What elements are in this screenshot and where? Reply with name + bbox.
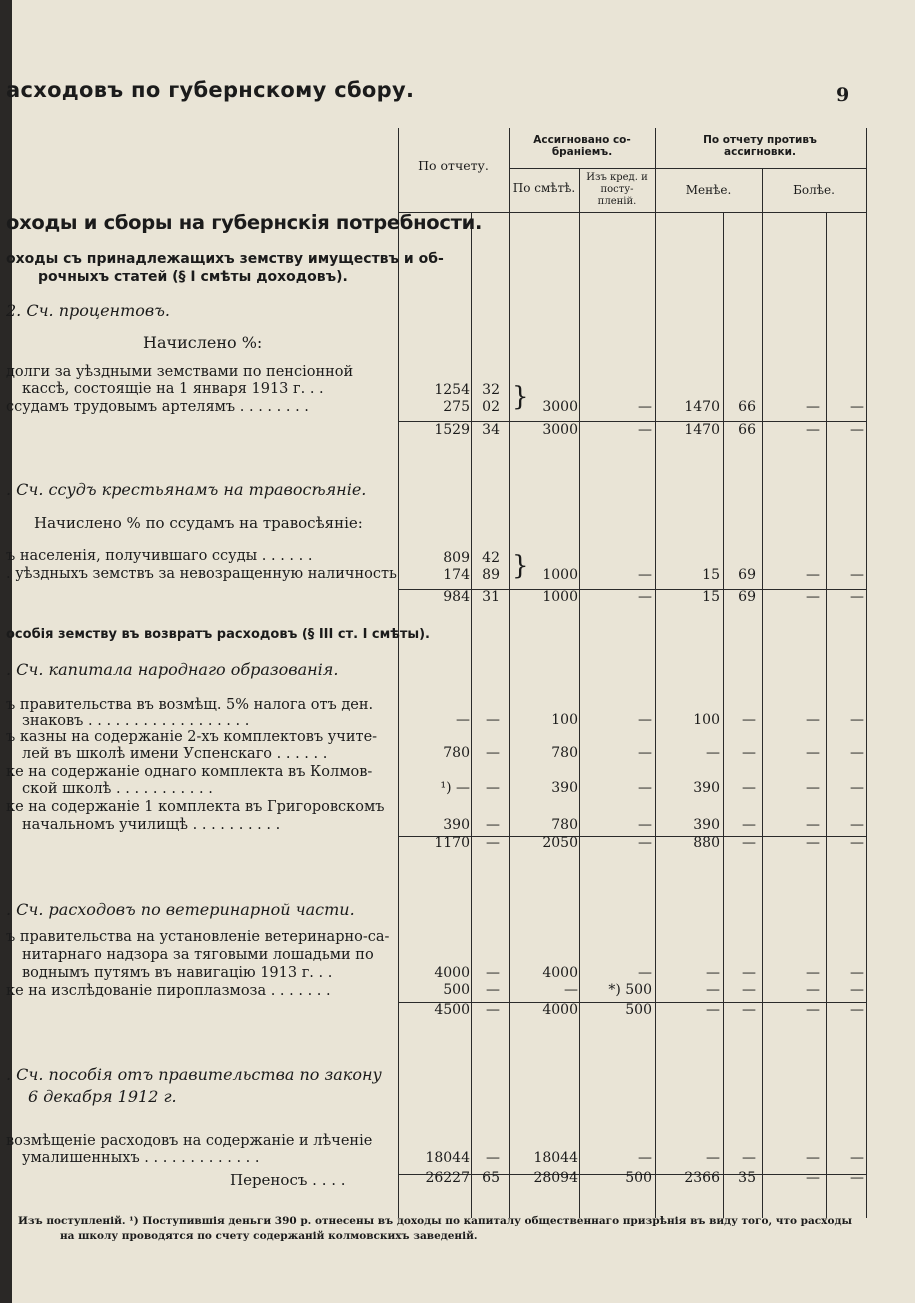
cell-rub: 984 <box>443 589 470 605</box>
cell-est: 2050 <box>542 835 578 851</box>
cell-est: 4000 <box>542 1002 578 1018</box>
page-number: 9 <box>836 84 850 106</box>
cell-more: — <box>806 399 820 415</box>
cell-more: — <box>806 1002 820 1018</box>
cell-less: — <box>706 965 720 981</box>
cell-more: — <box>806 1150 820 1166</box>
cell-kop: — <box>486 1002 500 1018</box>
line-text: кассѣ, состоящіе на 1 января 1913 г. . . <box>22 381 324 397</box>
line-text: ссудамъ трудовымъ артелямъ . . . . . . . . <box>6 399 309 415</box>
cell-less: 2366 <box>684 1170 720 1186</box>
header-by-estimate: По смѣтѣ. <box>512 181 576 195</box>
book-spine <box>0 0 12 1303</box>
cell-cred: — <box>638 965 652 981</box>
cell-cred: — <box>638 835 652 851</box>
cell-more: — <box>806 780 820 796</box>
cell-less: — <box>706 1002 720 1018</box>
cell-lk: — <box>742 780 756 796</box>
line-text: ъ населенія, получившаго ссуды . . . . . . <box>6 548 313 564</box>
cell-more: — <box>806 589 820 605</box>
cell-cred: — <box>638 1150 652 1166</box>
cell-kop: — <box>486 982 500 998</box>
line-text: ъ правительства въ возмѣщ. 5% налога отъ ден. <box>6 697 374 713</box>
section-big-heading: оходы и сборы на губернскія потребности. <box>6 211 483 234</box>
cell-more: — <box>806 835 820 851</box>
cell-more: — <box>806 422 820 438</box>
cell-kop: 89 <box>482 567 500 583</box>
cell-more: — <box>806 712 820 728</box>
header-less: Менѣе. <box>685 183 732 197</box>
cell-kop: — <box>486 817 500 833</box>
cell-less: — <box>706 1150 720 1166</box>
cell-kop: 34 <box>482 422 500 438</box>
cell-cred: — <box>638 422 652 438</box>
cell-less: — <box>706 745 720 761</box>
cell-mk: — <box>850 817 864 833</box>
header-assigned: Ассигновано со-браніемъ. <box>533 134 631 158</box>
account-title-government-allowance: . Сч. пособія отъ правительства по закону <box>6 1065 382 1084</box>
cell-kop: 32 <box>482 382 500 398</box>
cell-cred: — <box>638 712 652 728</box>
cell-rub: 18044 <box>425 1150 470 1166</box>
line-text: ке на изслѣдованіе пироплазмоза . . . . . . . <box>6 983 331 999</box>
footnote-line2: на школу проводятся по счету содержаній колмовскихъ заведеній. <box>60 1230 478 1242</box>
cell-lk: 69 <box>738 567 756 583</box>
cell-mk: — <box>850 835 864 851</box>
cell-lk: — <box>742 965 756 981</box>
account-title-veterinary: . Сч. расходовъ по ветеринарной части. <box>6 900 355 919</box>
cell-lk: 66 <box>738 422 756 438</box>
cell-rub: 1170 <box>434 835 470 851</box>
cell-cred: — <box>638 745 652 761</box>
cell-more: — <box>806 1170 820 1186</box>
col-line <box>866 128 867 1218</box>
col-line <box>762 168 763 1218</box>
cell-rub: ¹) — <box>440 780 470 796</box>
cell-more: — <box>806 982 820 998</box>
cell-mk: — <box>850 780 864 796</box>
cell-less: — <box>706 982 720 998</box>
line-text: ской школѣ . . . . . . . . . . . <box>22 781 213 797</box>
cell-lk: — <box>742 1002 756 1018</box>
row-line <box>509 168 866 169</box>
cell-less: 1470 <box>684 422 720 438</box>
cell-cred: 500 <box>625 1170 652 1186</box>
line-text: лей въ школѣ имени Успенскаго . . . . . . <box>22 746 328 762</box>
header-from-credits: Изъ кред. и посту-пленій. <box>586 172 648 207</box>
cell-less: 100 <box>693 712 720 728</box>
cell-less: 15 <box>702 567 720 583</box>
cell-rub: 174 <box>443 567 470 583</box>
cell-mk: — <box>850 1170 864 1186</box>
cell-kop: — <box>486 835 500 851</box>
header-by-report: По отчету. <box>418 158 489 173</box>
subsection-heading-line1: оходы съ принадлежащихъ земству имуществъ и об- <box>6 251 444 267</box>
cell-kop: 42 <box>482 550 500 566</box>
cell-lk: — <box>742 817 756 833</box>
cell-est: 3000 <box>542 422 578 438</box>
cell-cred: *) 500 <box>608 982 652 998</box>
cell-rub: 4000 <box>434 965 470 981</box>
cell-cred: — <box>638 567 652 583</box>
cell-rub: 4500 <box>434 1002 470 1018</box>
cell-kop: — <box>486 965 500 981</box>
cell-est: — <box>564 982 578 998</box>
cell-mk: — <box>850 422 864 438</box>
cell-more: — <box>806 567 820 583</box>
cell-est: 390 <box>551 780 578 796</box>
cell-mk: — <box>850 1150 864 1166</box>
section-heading-allowances: особія земству въ возвратъ расходовъ (§ III ст. I смѣты). <box>6 627 430 642</box>
cell-less: 390 <box>693 817 720 833</box>
line-text: ъ казны на содержаніе 2-хъ комплектовъ учите- <box>6 729 378 745</box>
cell-est: 780 <box>551 817 578 833</box>
accrued-label: Начислено %: <box>143 333 263 352</box>
cell-mk: — <box>850 589 864 605</box>
col-line <box>826 212 827 1218</box>
cell-cred: — <box>638 399 652 415</box>
accrued-label: Начислено % по ссудамъ на травосѣяніе: <box>34 514 363 532</box>
line-text: ке на содержаніе 1 комплекта въ Григоровскомъ <box>6 799 385 815</box>
line-text: долги за уѣздными земствами по пенсіонной <box>6 364 354 380</box>
cell-more: — <box>806 817 820 833</box>
cell-mk: — <box>850 745 864 761</box>
account-title-education: . Сч. капитала народнаго образованія. <box>6 660 339 679</box>
line-text: знаковъ . . . . . . . . . . . . . . . . . . <box>22 713 250 729</box>
cell-mk: — <box>850 399 864 415</box>
cell-lk: 35 <box>738 1170 756 1186</box>
cell-mk: — <box>850 965 864 981</box>
header-vs-assign: По отчету противъ ассигновки. <box>703 134 817 158</box>
cell-less: 1470 <box>684 399 720 415</box>
cell-kop: — <box>486 780 500 796</box>
cell-lk: — <box>742 712 756 728</box>
cell-kop: — <box>486 1150 500 1166</box>
cell-lk: — <box>742 745 756 761</box>
account-title-interest: 2. Сч. процентовъ. <box>6 301 170 320</box>
cell-less: 390 <box>693 780 720 796</box>
cell-lk: 69 <box>738 589 756 605</box>
cell-more: — <box>806 965 820 981</box>
account-title-government-allowance-line2: 6 декабря 1912 г. <box>28 1087 177 1106</box>
cell-est: 780 <box>551 745 578 761</box>
col-line <box>655 128 656 1218</box>
cell-cred: — <box>638 780 652 796</box>
cell-mk: — <box>850 567 864 583</box>
cell-kop: 02 <box>482 399 500 415</box>
cell-cred: — <box>638 817 652 833</box>
brace-mark: } <box>512 382 529 412</box>
cell-kop: 65 <box>482 1170 500 1186</box>
ledger-table <box>398 128 868 1218</box>
cell-rub: 809 <box>443 550 470 566</box>
cell-lk: 66 <box>738 399 756 415</box>
line-text: воднымъ путямъ въ навигацію 1913 г. . . <box>22 965 333 981</box>
cell-est: 28094 <box>533 1170 578 1186</box>
line-text: ке на содержаніе однаго комплекта въ Колмов- <box>6 764 373 780</box>
header-more: Болѣе. <box>793 183 835 197</box>
cell-cred: 500 <box>625 1002 652 1018</box>
page-header-title: асходовъ по губернскому сбору. <box>6 78 415 102</box>
cell-kop: 31 <box>482 589 500 605</box>
cell-rub: 275 <box>443 399 470 415</box>
line-text: ъ правительства на установленіе ветеринарно-са- <box>6 929 390 945</box>
carry-forward-label: Переносъ . . . . <box>230 1171 346 1189</box>
cell-rub: 780 <box>443 745 470 761</box>
col-line <box>509 128 510 1218</box>
cell-less: 880 <box>693 835 720 851</box>
cell-est: 1000 <box>542 589 578 605</box>
cell-kop: — <box>486 745 500 761</box>
subsection-heading-line2: рочныхъ статей (§ I смѣты доходовъ). <box>38 269 348 285</box>
account-title-loans: . Сч. ссудъ крестьянамъ на травосѣяніе. <box>6 480 367 499</box>
cell-rub: 26227 <box>425 1170 470 1186</box>
cell-less: 15 <box>702 589 720 605</box>
col-line <box>579 168 580 1218</box>
cell-est: 3000 <box>542 399 578 415</box>
cell-lk: — <box>742 1150 756 1166</box>
cell-est: 18044 <box>533 1150 578 1166</box>
cell-rub: 1254 <box>434 382 470 398</box>
cell-kop: — <box>486 712 500 728</box>
cell-lk: — <box>742 982 756 998</box>
line-text: . уѣздныхъ земствъ за невозращенную наличность <box>6 566 397 582</box>
cell-rub: — <box>456 712 470 728</box>
cell-rub: 500 <box>443 982 470 998</box>
cell-est: 4000 <box>542 965 578 981</box>
line-text: умалишенныхъ . . . . . . . . . . . . . <box>22 1150 260 1166</box>
col-line <box>398 128 399 1218</box>
line-text: начальномъ училищѣ . . . . . . . . . . <box>22 817 281 833</box>
cell-rub: 390 <box>443 817 470 833</box>
line-text: нитарнаго надзора за тяговыми лошадьми по <box>22 947 374 963</box>
cell-more: — <box>806 745 820 761</box>
cell-est: 1000 <box>542 567 578 583</box>
cell-lk: — <box>742 835 756 851</box>
line-text: возмѣщеніе расходовъ на содержаніе и лѣченіе <box>6 1133 373 1149</box>
cell-mk: — <box>850 982 864 998</box>
cell-mk: — <box>850 1002 864 1018</box>
cell-mk: — <box>850 712 864 728</box>
cell-cred: — <box>638 589 652 605</box>
cell-est: 100 <box>551 712 578 728</box>
brace-mark: } <box>512 551 529 581</box>
footnote-line1: Изъ поступленій. ¹) Поступившія деньги 390 р. отнесены въ доходы по капиталу общественнаго призрѣнія въ виду того, что расходы <box>18 1215 852 1227</box>
cell-rub: 1529 <box>434 422 470 438</box>
